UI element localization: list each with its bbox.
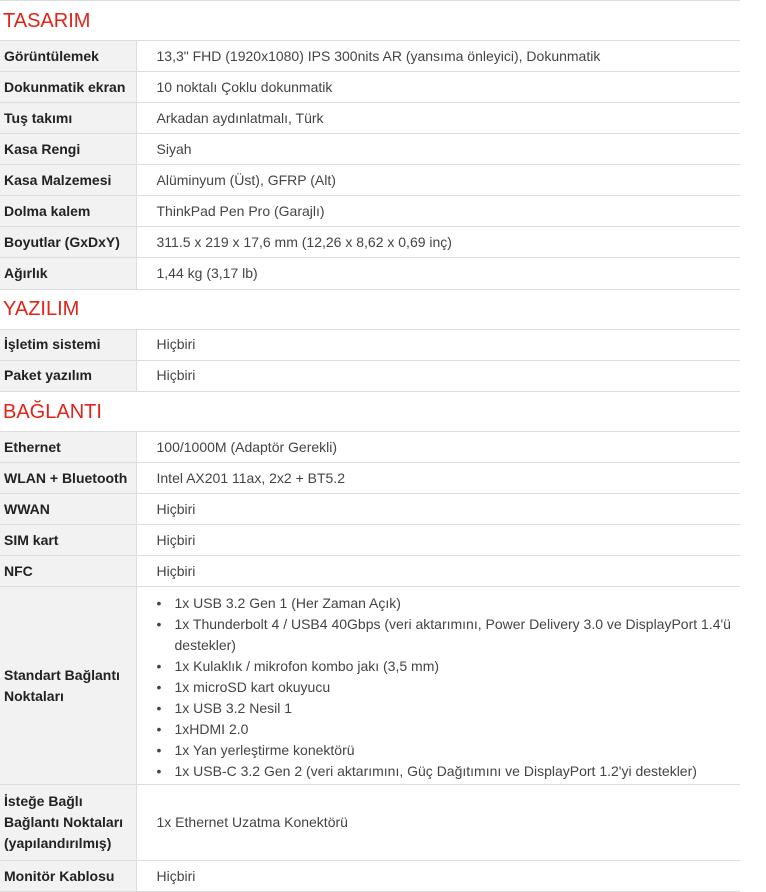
spec-label: Standart Bağlantı Noktaları [0, 587, 136, 785]
table-row [0, 329, 740, 360]
spec-value [136, 587, 740, 785]
table-row [0, 196, 740, 227]
spec-value: 100/1000M (Adaptör Gerekli) [136, 432, 740, 463]
spec-value: 1x Ethernet Uzatma Konektörü [136, 785, 740, 861]
spec-value: 1,44 kg (3,17 lb) [136, 258, 740, 289]
spec-value: Hiçbiri [136, 525, 740, 556]
table-row [0, 103, 740, 134]
spec-value: Alüminyum (Üst), GFRP (Alt) [136, 165, 740, 196]
spec-value: Hiçbiri [136, 556, 740, 587]
table-row [0, 432, 740, 463]
table-row-optional-ports [0, 785, 740, 861]
spec-label: Dolma kalem [0, 196, 136, 227]
table-row [0, 134, 740, 165]
spec-value: Hiçbiri [136, 360, 740, 391]
spec-value: Siyah [136, 134, 740, 165]
spec-value: Hiçbiri [136, 494, 740, 525]
spec-table-connectivity [0, 431, 740, 892]
table-row-standard-ports [0, 587, 740, 785]
spec-label: Boyutlar (GxDxY) [0, 227, 136, 258]
list-item: • 1x Yan yerleştirme konektörü [175, 740, 741, 761]
spec-label: SIM kart [0, 525, 136, 556]
table-row [0, 360, 740, 391]
spec-value: Arkadan aydınlatmalı, Türk [136, 103, 740, 134]
table-row [0, 41, 740, 72]
section-title-connectivity: BAĞLANTI [0, 391, 740, 431]
table-row [0, 227, 740, 258]
ports-list [157, 593, 741, 782]
spec-label: İşletim sistemi [0, 329, 136, 360]
list-item: • 1xHDMI 2.0 [175, 719, 741, 740]
table-row [0, 463, 740, 494]
spec-label: Tuş takımı [0, 103, 136, 134]
list-item: • 1x Thunderbolt 4 / USB4 40Gbps (veri aktarımını, Power Delivery 3.0 ve DisplayPort 1.4'ü destekler) [175, 614, 741, 656]
spec-value: Hiçbiri [136, 329, 740, 360]
spec-label: Kasa Malzemesi [0, 165, 136, 196]
spec-label: Monitör Kablosu [0, 861, 136, 892]
list-item: • 1x microSD kart okuyucu [175, 677, 741, 698]
spec-label: Görüntülemek [0, 41, 136, 72]
list-item: • 1x USB-C 3.2 Gen 2 (veri aktarımını, Güç Dağıtımını ve DisplayPort 1.2'yi destekler) [175, 761, 741, 782]
table-row [0, 258, 740, 289]
table-row-monitor-cable [0, 861, 740, 892]
spec-value: ThinkPad Pen Pro (Garajlı) [136, 196, 740, 227]
spec-label: Ethernet [0, 432, 136, 463]
list-item: • 1x USB 3.2 Gen 1 (Her Zaman Açık) [175, 593, 741, 614]
spec-table-software [0, 329, 740, 392]
table-row [0, 72, 740, 103]
spec-label: WWAN [0, 494, 136, 525]
spec-label: Dokunmatik ekran [0, 72, 136, 103]
spec-value: 13,3" FHD (1920x1080) IPS 300nits AR (yansıma önleyici), Dokunmatik [136, 41, 740, 72]
spec-label: Paket yazılım [0, 360, 136, 391]
list-item: • 1x USB 3.2 Nesil 1 [175, 698, 741, 719]
spec-value: Intel AX201 11ax, 2x2 + BT5.2 [136, 463, 740, 494]
spec-value: 10 noktalı Çoklu dokunmatik [136, 72, 740, 103]
spec-label: WLAN + Bluetooth [0, 463, 136, 494]
spec-label: Kasa Rengi [0, 134, 136, 165]
spec-table-design [0, 40, 740, 289]
section-title-design: TASARIM [0, 0, 740, 40]
table-row [0, 556, 740, 587]
spec-label: NFC [0, 556, 136, 587]
spec-label: Ağırlık [0, 258, 136, 289]
list-item: • 1x Kulaklık / mikrofon kombo jakı (3,5 mm) [175, 656, 741, 677]
section-title-software: YAZILIM [0, 289, 740, 329]
table-row [0, 165, 740, 196]
spec-value: Hiçbiri [136, 861, 740, 892]
spec-label: İsteğe Bağlı Bağlantı Noktaları (yapılandırılmış) [0, 785, 136, 861]
spec-value: 311.5 x 219 x 17,6 mm (12,26 x 8,62 x 0,69 inç) [136, 227, 740, 258]
table-row [0, 525, 740, 556]
table-row [0, 494, 740, 525]
